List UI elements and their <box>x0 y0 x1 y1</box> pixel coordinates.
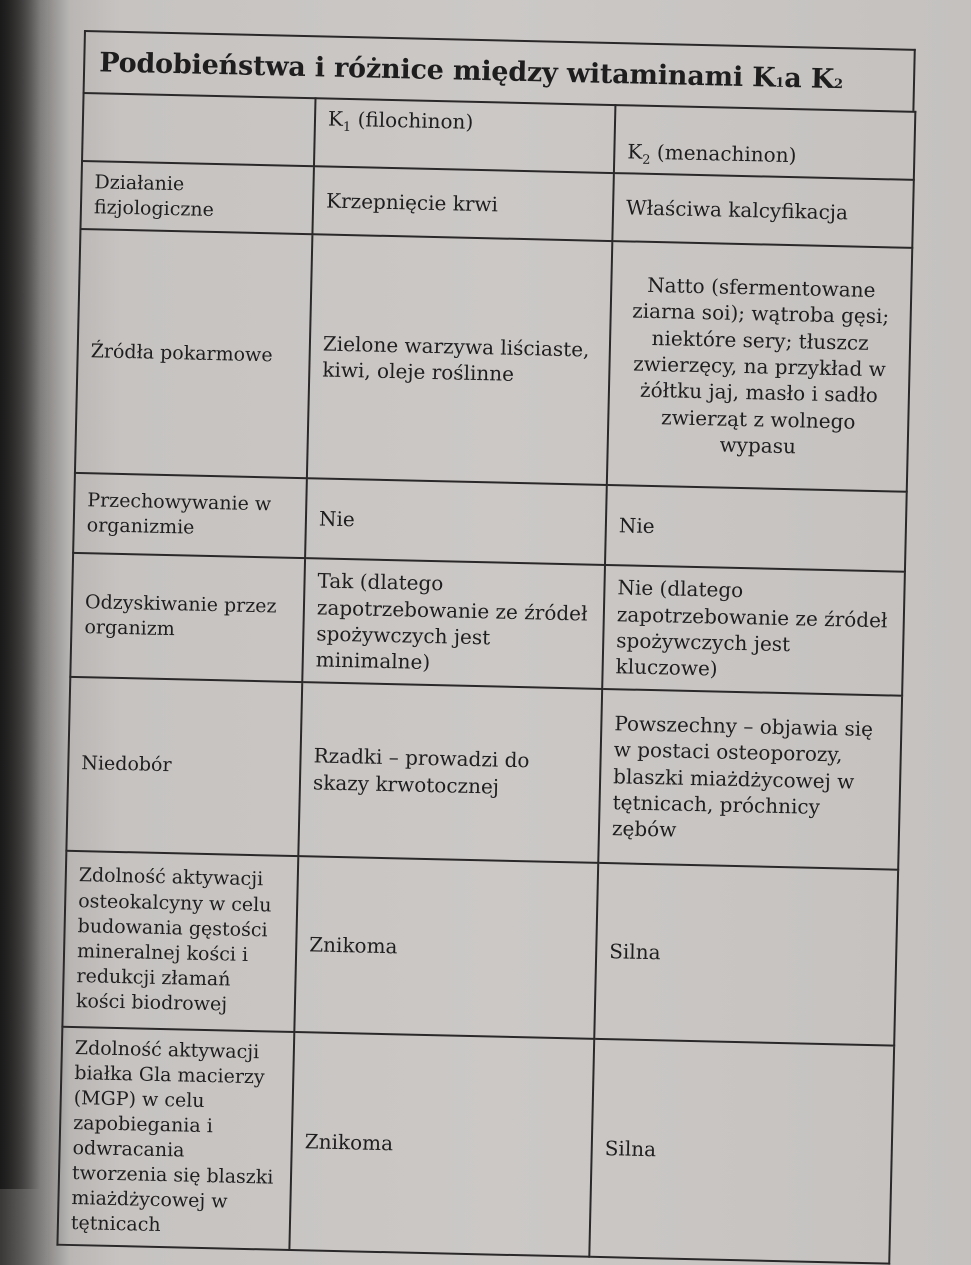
cell-k1: Nie <box>305 478 607 565</box>
cell-k1: Zielone warzywa liściaste, kiwi, oleje roślinne <box>307 234 612 485</box>
cell-k1: Rzadki – prowadzi do skazy krwotocznej <box>298 682 602 863</box>
cell-k2: Silna <box>594 863 898 1046</box>
table-title-sub1: 1 <box>775 75 785 91</box>
row-label: Zdolność aktywacji osteokalcyny w celu budowania gęstości mineralnej kości i redukcji złamań kości biodrowej <box>62 851 298 1032</box>
cell-k2: Nie (dlatego zapotrzebowanie ze źródeł spożywczych jest kluczowe) <box>602 565 905 695</box>
book-gutter-shadow <box>0 0 40 1189</box>
header-k2: $K_2$ (menachinon) <box>614 105 915 180</box>
table-row <box>66 677 902 870</box>
table-row <box>62 851 898 1046</box>
cell-k1: Znikoma <box>289 1032 594 1257</box>
cell-k1: Znikoma <box>294 856 598 1039</box>
cell-k2: Właściwa kalcyfikacja <box>612 173 913 248</box>
header-empty-cell <box>82 93 315 166</box>
cell-k2: Natto (sfermentowane ziarna soi); wątroba gęsi; niektóre sery; tłuszcz zwierzęcy, na przykład w żółtku jaj, masło i sadło zwierząt z wolnego wypasu <box>607 241 912 492</box>
cell-k2: Silna <box>589 1039 894 1264</box>
table-title-prefix: Podobieństwa i różnice między witaminami K <box>98 46 776 94</box>
row-label: Przechowywanie w organizmie <box>73 473 307 558</box>
row-label: Odzyskiwanie przez organizm <box>70 553 305 682</box>
cell-k2: Nie <box>605 485 907 572</box>
table-title-sub2: 2 <box>833 76 843 92</box>
row-label: Zdolność aktywacji białka Gla macierzy (MGP) w celu zapobiegania i odwracania tworzenia się blaszki miażdżycowej w tętnicach <box>57 1026 294 1250</box>
cell-k1: Krzepnięcie krwi <box>312 166 613 241</box>
header-k1: $K_1$ (filochinon) <box>314 98 615 173</box>
vitamin-k-comparison-table <box>56 30 915 1265</box>
row-label: Niedobór <box>66 677 302 856</box>
row-label: Działanie fizjologiczne <box>80 161 313 234</box>
table-row <box>75 229 912 492</box>
cell-k2: Powszechny – objawia się w postaci osteoporozy, blaszki miażdżycowej w tętnicach, próchnicy zębów <box>598 689 902 870</box>
row-label: Źródła pokarmowe <box>75 229 312 478</box>
comparison-grid <box>56 92 916 1265</box>
table-row <box>70 553 905 695</box>
cell-k1: Tak (dlatego zapotrzebowanie ze źródeł spożywczych jest minimalne) <box>302 558 605 688</box>
table-row <box>57 1026 894 1263</box>
table-title-mid: a K <box>783 62 835 95</box>
